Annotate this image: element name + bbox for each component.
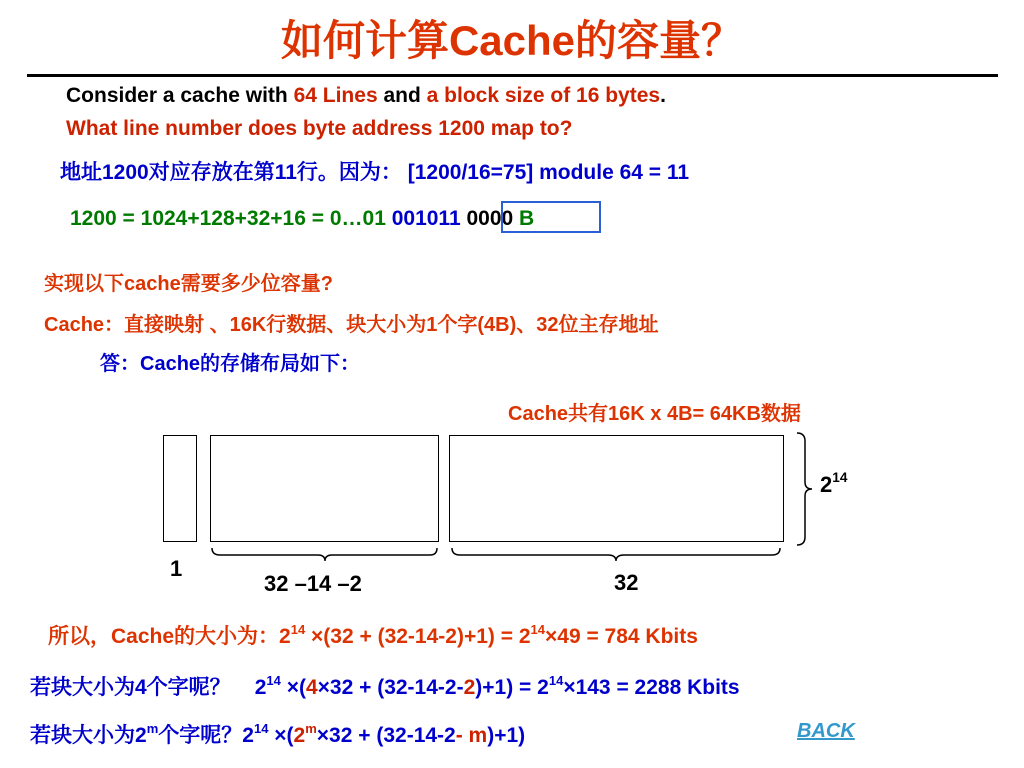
formula: ×(32 + (32-14-2)+1) = [305,625,519,648]
result-line [48,620,698,650]
rows-brace [797,433,812,545]
exponent: 14 [290,621,306,637]
question-line-1 [66,84,666,108]
text: and [377,84,427,107]
m-word-block-line [30,719,525,749]
result-prefix: 所以，Cache的大小为： [48,625,280,648]
base: 2 [518,625,531,648]
index-bits: 001011 [391,207,467,230]
base: 2 [254,676,267,699]
index-highlight-box [501,201,601,233]
question: 个字呢？ [158,724,243,747]
answer-line: 地址1200对应存放在第11行。因为： [1200/16=75] module 64 = 11 [60,161,690,184]
formula: ×32 + (32-14-2 [316,724,456,747]
exponent: 14 [266,672,281,688]
base: 2 [537,676,549,699]
base: 2 [242,724,254,747]
row-exponent: 14 [832,470,848,486]
formula: )+1) = [475,676,538,699]
data-column [449,435,784,542]
question-exponent: m [146,720,159,736]
highlight-two: 2 [463,676,476,699]
data-brace [452,548,780,561]
highlight-two: 2 [293,724,306,747]
problem-heading: 实现以下cache需要多少位容量? [44,273,333,295]
question: 若块大小为2 [30,724,147,747]
text: Consider a cache with [66,84,294,107]
address-sum: 1200 = 1024+128+32+16 = 0…01 [70,207,392,230]
answer-intro: 答：Cache的存储布局如下： [100,353,361,375]
tag-brace [212,548,437,561]
text: . [660,84,666,107]
page-title: 如何计算Cache的容量？ [280,17,744,64]
offset-bits: 0000 [466,207,520,230]
highlight-exponent: m [305,720,317,736]
problem-spec: Cache：直接映射 、16K行数据、块大小为1个字(4B)、32位主存地址 [44,314,659,336]
highlight-block-size: a block size of 16 bytes [426,84,661,107]
binary-suffix: B [519,207,535,230]
data-width-label: 32 [614,570,639,595]
exponent: 14 [548,672,564,688]
back-link[interactable]: BACK [797,720,855,742]
formula: )+1) [487,724,526,747]
four-word-block-line [30,671,740,701]
formula: ×32 + (32-14-2- [317,676,464,699]
formula: ×( [280,676,306,699]
tag-width-label: 32 –14 –2 [264,571,362,596]
base: 2 [279,625,291,648]
row-count-label [820,472,847,498]
valid-bit-column [163,435,197,542]
valid-bit-label: 1 [170,556,183,581]
exponent: 14 [253,720,269,736]
exponent: 14 [530,621,545,637]
highlight-lines: 64 Lines [293,84,378,107]
result-value: ×49 = 784 Kbits [545,625,698,648]
formula: ×( [268,724,294,747]
highlight-four: 4 [305,676,318,699]
title-divider [27,74,998,77]
highlight-m: - m [455,724,488,747]
address-breakdown [70,207,534,231]
result-value: ×143 = 2288 Kbits [563,676,740,699]
question-line-2: What line number does byte address 1200 map to? [66,117,573,140]
row-base: 2 [820,472,833,497]
data-capacity-note: Cache共有16K x 4B= 64KB数据 [508,403,801,425]
tag-column [210,435,439,542]
question: 若块大小为4个字呢？ [30,676,231,699]
